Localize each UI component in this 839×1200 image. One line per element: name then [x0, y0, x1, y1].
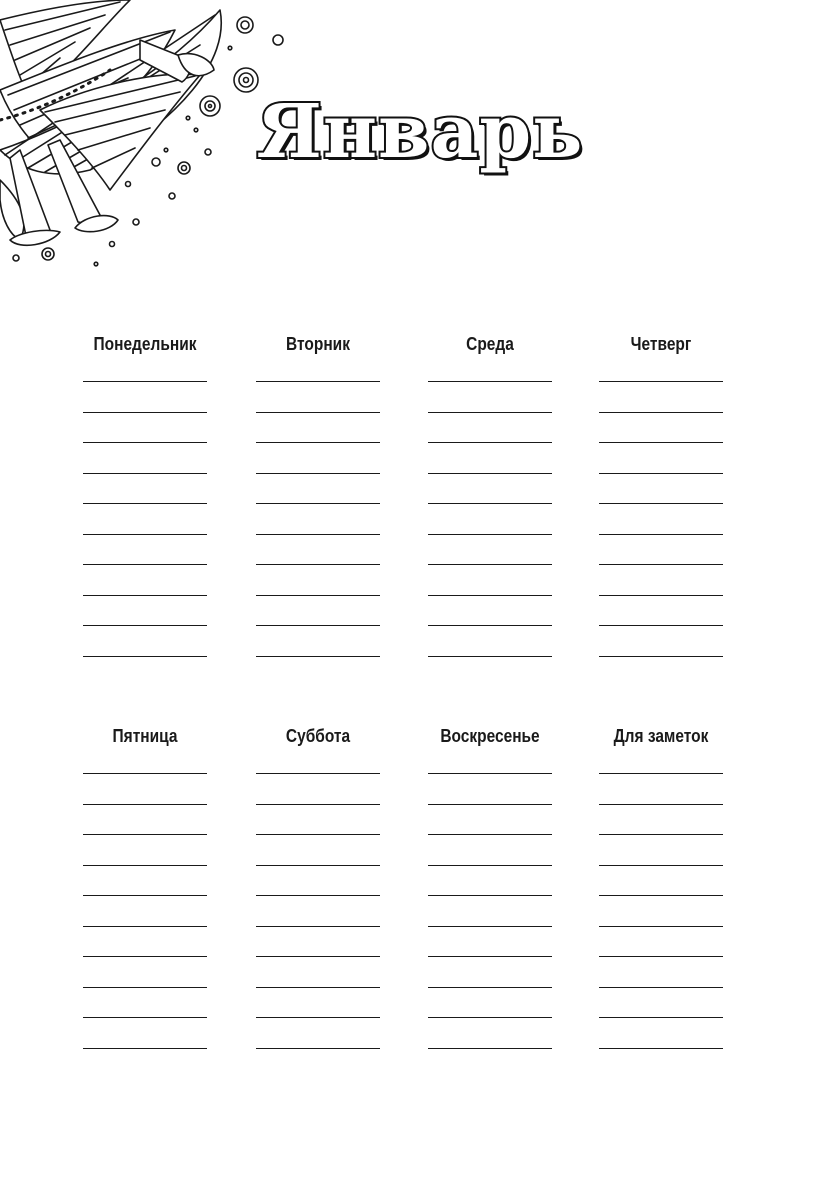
writing-line[interactable] — [599, 473, 723, 474]
day-column — [256, 333, 380, 660]
writing-line[interactable] — [83, 926, 207, 927]
writing-line[interactable] — [428, 381, 552, 382]
writing-line[interactable] — [83, 656, 207, 657]
writing-line[interactable] — [599, 773, 723, 774]
writing-line[interactable] — [256, 564, 380, 565]
writing-line[interactable] — [599, 564, 723, 565]
writing-line[interactable] — [599, 595, 723, 596]
writing-line[interactable] — [256, 987, 380, 988]
writing-line[interactable] — [256, 956, 380, 957]
day-column — [83, 725, 207, 1052]
writing-line[interactable] — [599, 804, 723, 805]
writing-line[interactable] — [83, 412, 207, 413]
writing-line[interactable] — [428, 564, 552, 565]
writing-line[interactable] — [428, 1048, 552, 1049]
day-heading: Пятница — [112, 726, 178, 746]
writing-line[interactable] — [599, 1048, 723, 1049]
writing-line[interactable] — [599, 381, 723, 382]
writing-line[interactable] — [256, 534, 380, 535]
writing-line[interactable] — [256, 865, 380, 866]
writing-line[interactable] — [83, 595, 207, 596]
writing-line[interactable] — [428, 1017, 552, 1018]
writing-line[interactable] — [256, 595, 380, 596]
writing-line[interactable] — [428, 656, 552, 657]
writing-line[interactable] — [83, 564, 207, 565]
writing-line[interactable] — [256, 442, 380, 443]
writing-line[interactable] — [428, 865, 552, 866]
day-column — [428, 333, 552, 660]
writing-line[interactable] — [256, 1017, 380, 1018]
writing-line[interactable] — [428, 834, 552, 835]
writing-line[interactable] — [428, 895, 552, 896]
writing-line[interactable] — [428, 473, 552, 474]
day-heading: Среда — [466, 334, 514, 354]
writing-line[interactable] — [256, 834, 380, 835]
writing-line[interactable] — [599, 412, 723, 413]
writing-line[interactable] — [428, 503, 552, 504]
day-heading: Понедельник — [93, 334, 197, 354]
writing-line[interactable] — [256, 412, 380, 413]
writing-line[interactable] — [428, 442, 552, 443]
writing-line[interactable] — [428, 773, 552, 774]
day-column — [428, 725, 552, 1052]
writing-line[interactable] — [83, 1017, 207, 1018]
writing-line[interactable] — [256, 625, 380, 626]
writing-line[interactable] — [83, 625, 207, 626]
writing-line[interactable] — [83, 503, 207, 504]
writing-line[interactable] — [428, 926, 552, 927]
writing-line[interactable] — [599, 865, 723, 866]
writing-line[interactable] — [599, 625, 723, 626]
writing-line[interactable] — [83, 442, 207, 443]
day-column — [256, 725, 380, 1052]
writing-line[interactable] — [83, 381, 207, 382]
day-heading: Суббота — [285, 726, 351, 746]
writing-line[interactable] — [599, 534, 723, 535]
page-title: Январь — [256, 89, 584, 175]
writing-line[interactable] — [428, 625, 552, 626]
writing-line[interactable] — [599, 987, 723, 988]
writing-line[interactable] — [83, 834, 207, 835]
writing-line[interactable] — [599, 503, 723, 504]
writing-line[interactable] — [83, 534, 207, 535]
writing-line[interactable] — [83, 895, 207, 896]
writing-line[interactable] — [428, 595, 552, 596]
writing-line[interactable] — [256, 503, 380, 504]
writing-line[interactable] — [599, 442, 723, 443]
writing-line[interactable] — [83, 773, 207, 774]
writing-line[interactable] — [83, 473, 207, 474]
day-heading: Воскресенье — [440, 726, 540, 746]
writing-line[interactable] — [256, 381, 380, 382]
writing-line[interactable] — [428, 412, 552, 413]
day-heading: Четверг — [630, 334, 692, 354]
writing-line[interactable] — [83, 804, 207, 805]
writing-line[interactable] — [256, 804, 380, 805]
writing-line[interactable] — [428, 987, 552, 988]
writing-line[interactable] — [256, 656, 380, 657]
writing-line[interactable] — [599, 1017, 723, 1018]
day-column — [83, 333, 207, 660]
writing-line[interactable] — [599, 895, 723, 896]
writing-line[interactable] — [83, 865, 207, 866]
writing-line[interactable] — [599, 656, 723, 657]
day-heading: Для заметок — [613, 726, 709, 746]
writing-line[interactable] — [256, 473, 380, 474]
writing-line[interactable] — [256, 926, 380, 927]
writing-line[interactable] — [256, 1048, 380, 1049]
writing-line[interactable] — [83, 1048, 207, 1049]
writing-line[interactable] — [256, 773, 380, 774]
writing-line[interactable] — [83, 987, 207, 988]
writing-line[interactable] — [428, 804, 552, 805]
writing-line[interactable] — [599, 834, 723, 835]
day-column — [599, 333, 723, 660]
day-heading: Вторник — [286, 334, 350, 354]
writing-line[interactable] — [599, 926, 723, 927]
day-column — [599, 725, 723, 1052]
writing-line[interactable] — [428, 534, 552, 535]
writing-line[interactable] — [428, 956, 552, 957]
writing-line[interactable] — [83, 956, 207, 957]
writing-line[interactable] — [599, 956, 723, 957]
writing-line[interactable] — [256, 895, 380, 896]
